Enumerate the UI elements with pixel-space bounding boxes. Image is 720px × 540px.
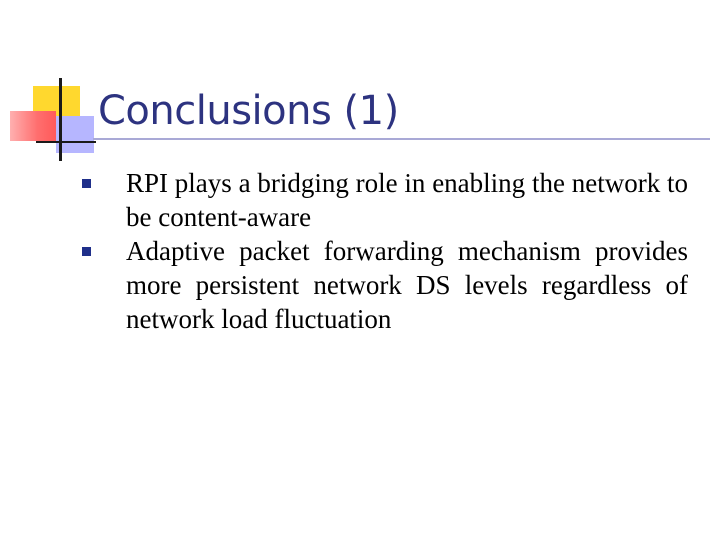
bullet-item (80, 166, 688, 234)
horizontal-divider-line (36, 141, 96, 143)
decorative-logo-block (0, 0, 110, 170)
bullet-item (80, 234, 688, 336)
vertical-divider-line (59, 78, 62, 161)
bullet-text: Adaptive packet forwarding mechanism provides more persistent network DS levels regardless of network load fluctuation (126, 236, 688, 334)
square-bullet-icon (82, 247, 91, 256)
title-underline-rule (93, 138, 710, 140)
bullet-text: RPI plays a bridging role in enabling the network to be content-aware (126, 168, 688, 232)
bullet-list (80, 166, 688, 336)
red-square-shape (10, 111, 56, 141)
square-bullet-icon (82, 179, 91, 188)
slide-title: Conclusions (1) (98, 88, 399, 134)
